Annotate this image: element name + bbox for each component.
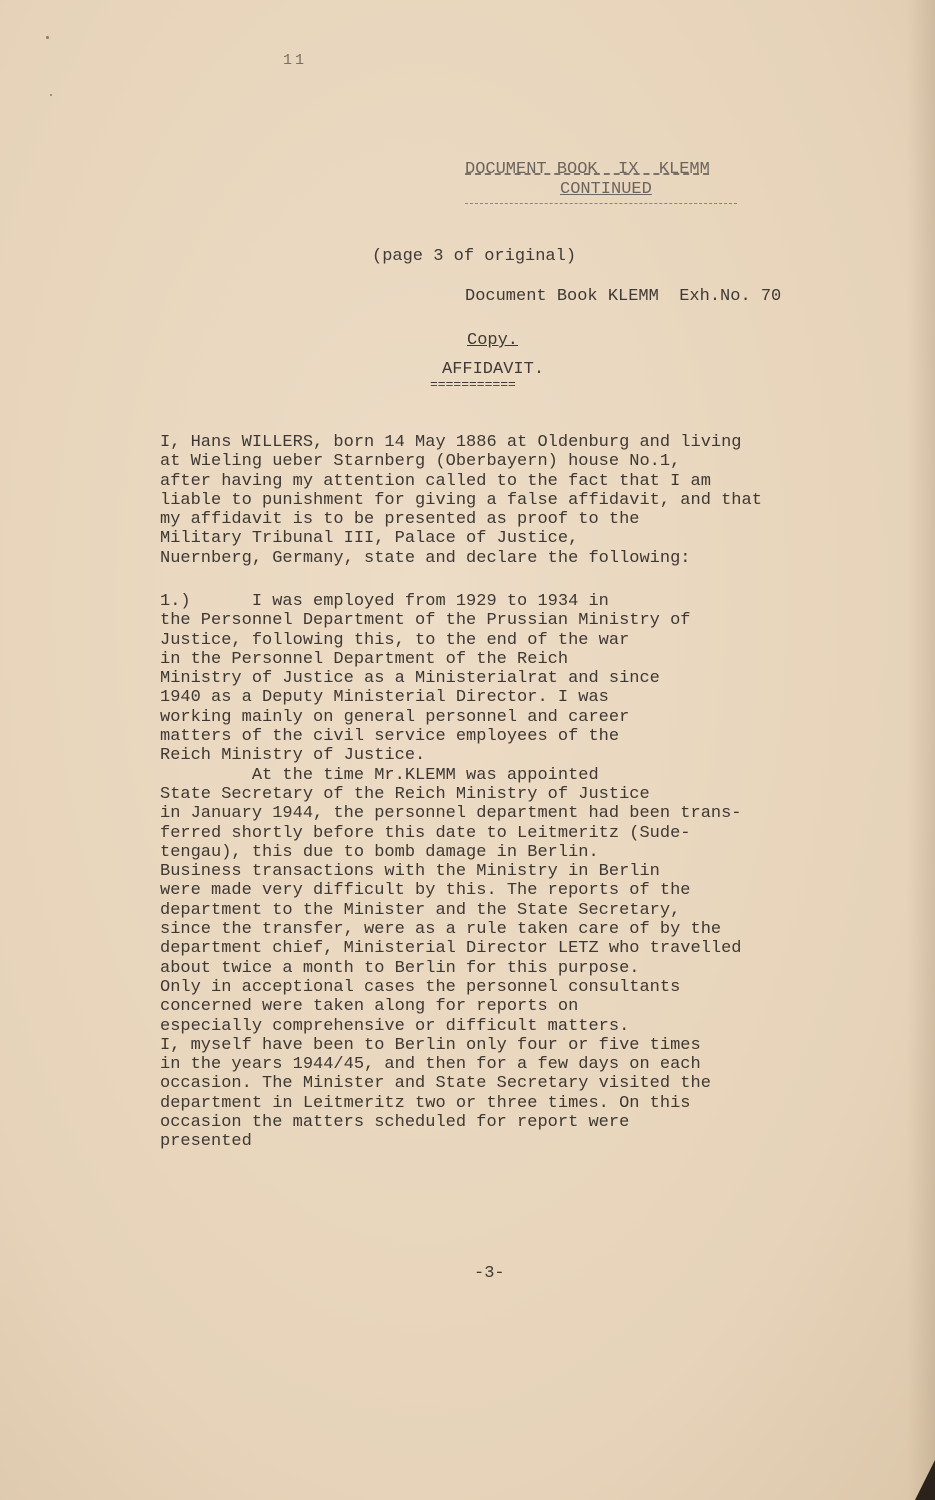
exhibit-reference: Document Book KLEMM Exh.No. 70 xyxy=(465,287,782,306)
paper-speck xyxy=(46,36,49,39)
paper-speck xyxy=(50,94,52,96)
page-reference: (page 3 of original) xyxy=(372,247,577,266)
page-number: -3- xyxy=(474,1264,505,1283)
paragraph-1: 1.) I was employed from 1929 to 1934 in the Personnel Department of the Prussian Ministry of Justice, following this, to the end of the war in the Personnel Department of the Reich Ministry of Justice as a Ministerialrat and since 1940 as a Deputy Ministerial Director. I was working mainly on general personnel and career matters of the civil service employees of the Reich Ministry of Justice. At the time Mr.KLEMM was appointed State Secretary of the Reich Ministry of Justice in January 1944, the personnel department had been trans- ferred shortly before this date to Leitmeritz (Sude- tengau), this due to bomb damage in Berlin. Business transactions with the Ministry in Berlin were made very difficult by this. The reports of the department to the Minister and the State Secretary, since the transfer, were as a rule taken care of by the department chief, Ministerial Director LETZ who travelled about twice a month to Berlin for this purpose. Only in acceptional cases the personnel consultants concerned were taken along for reports on especially comprehensive or difficult matters. I, myself have been to Berlin only four or five times in the years 1944/45, and then for a few days on each occasion. The Minister and State Secretary visited the department in Leitmeritz two or three times. On this occasion the matters scheduled for report were presented xyxy=(160,592,742,1152)
header-continued: CONTINUED xyxy=(560,180,652,199)
copy-label: Copy. xyxy=(467,331,519,350)
page-edge-shadow xyxy=(907,0,935,1500)
title-underline: =========== xyxy=(430,377,516,392)
document-title: AFFIDAVIT. xyxy=(442,360,545,379)
header-rule xyxy=(465,203,737,204)
intro-paragraph: I, Hans WILLERS, born 14 May 1886 at Oldenburg and living at Wieling ueber Starnberg (Oberbayern) house No.1, after having my attention called to the fact that I am liable to punishment for giving a false affidavit, and that my affidavit is to be presented as proof to the Military Tribunal III, Palace of Justice, Nuernberg, Germany, state and declare the following: xyxy=(160,433,762,568)
header-document-book: DOCUMENT BOOK IX KLEMM xyxy=(465,160,710,179)
handwritten-mark: 11 xyxy=(283,52,308,69)
